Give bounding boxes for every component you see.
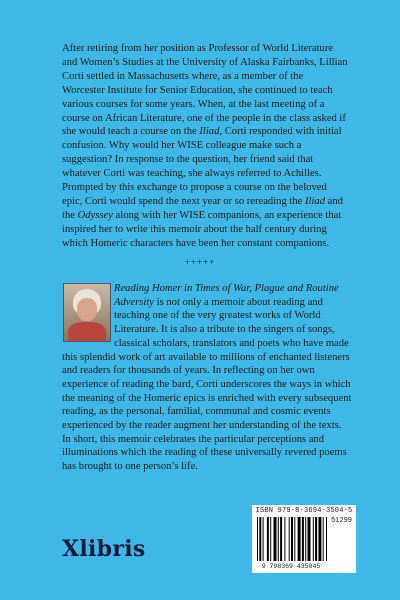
bio-segment: along with her WISE companions, an experience that inspired her to write this memoir about the half century during which Homeric characters have been her constant companions. [62,209,342,249]
barcode-bars [257,517,329,563]
bio-segment: Odyssey [77,209,113,221]
bio-segment: , Corti responded with initial confusion. Why would her WISE colleague make such a suggestion? In response to the question, her friend said that whatever Corti was teaching, she always referred to Achilles. Prompted by this exchange to propose a course on the beloved epic, Corti would spend the next year or so rereading the [62,126,342,207]
description-segment: Reading Homer in Times of War, Plague and Routine Adversity [114,283,339,308]
bio-segment: Iliad [199,126,220,138]
book-description [62,282,352,474]
description-segment: is not only a memoir about reading and teaching one of the very greatest works of World Literature. It is also a tribute to the singers of songs, classical scholars, translators and poets who have made this splendid work of art available to millions of enchanted listeners and readers for thousands of years. In reflecting on her own experience of reading the bard, Corti underscores the ways in which the meaning of the Homeric epics is enriched with every subsequent reading, as the personal, familial, communal and cosmic events experienced by the reader augment her understanding of the texts. In short, this memoir celebrates the particular perceptions and illuminations which the reading of these universally revered poems has brought to one person’s life. [62,296,352,473]
bio-segment: Iliad [305,195,326,207]
author-bio [62,42,348,251]
bio-segment: After retiring from her position as Professor of World Literature and Women’s Studies at the University of Alaska Fairbanks, Lillian Corti settled in Massachusetts where, as a member of the Worcester Institute for Senior Education, she continued to teach various courses for some years. When, at the last meeting of a course on African Literature, one of the people in the class asked if she would teach a course on the [62,43,348,138]
barcode-number: 9 798369 435045 [261,563,321,570]
barcode-block [252,505,356,573]
isbn-text: ISBN 979-8-3694-3504-5 [255,507,353,515]
bio-segment: and the [62,195,343,221]
price-code: 51299 [330,517,352,525]
publisher-logo: Xlibris [62,536,146,562]
section-separator: +++++ [184,257,216,267]
